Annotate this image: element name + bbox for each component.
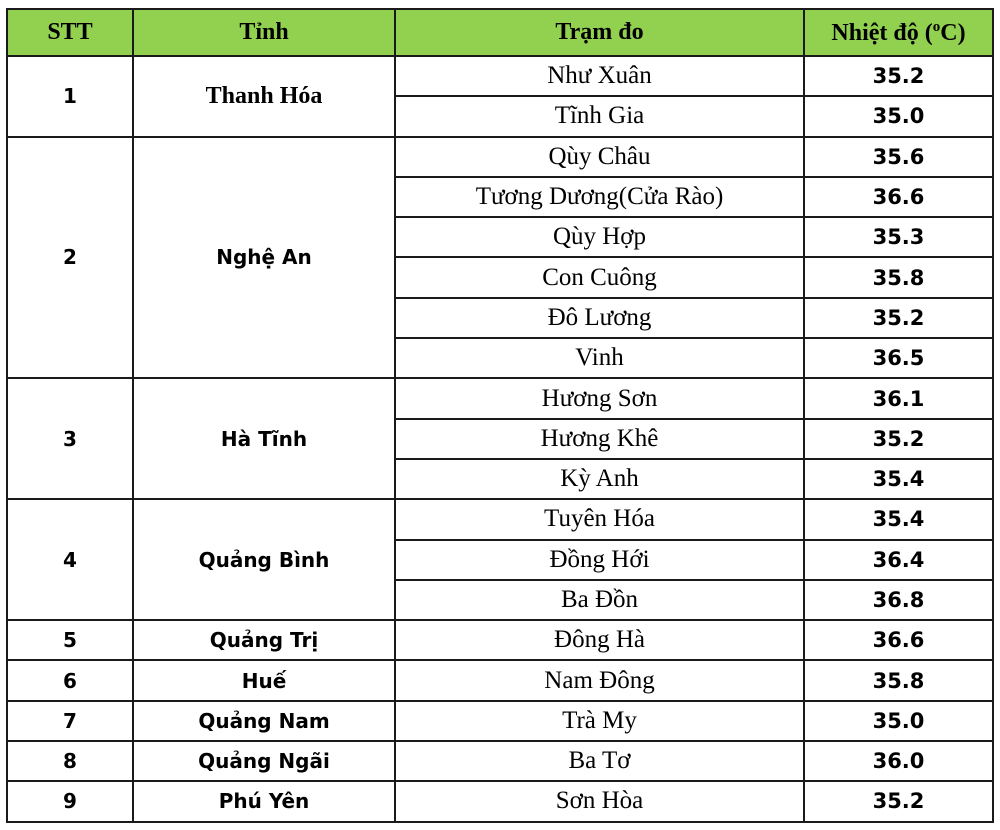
station-cell: Ba Đồn [395,580,804,620]
header-nhiet-do-label: Nhiệt độ ( [831,19,933,46]
table-row [7,660,993,700]
province-cell: Thanh Hóa [133,56,395,137]
temperature-cell: 35.4 [804,499,993,539]
station-cell: Tĩnh Gia [395,96,804,136]
temperature-cell: 35.4 [804,459,993,499]
province-cell: Quảng Ngãi [133,741,395,781]
header-stt: STT [7,9,133,56]
stt-cell: 8 [7,741,133,781]
station-cell: Con Cuông [395,257,804,297]
stt-cell: 5 [7,620,133,660]
station-cell: Qùy Châu [395,137,804,177]
stt-cell: 1 [7,56,133,137]
temperature-cell: 35.8 [804,257,993,297]
temperature-cell: 35.3 [804,217,993,257]
province-cell: Quảng Nam [133,701,395,741]
temperature-cell: 35.8 [804,660,993,700]
station-cell: Đồng Hới [395,540,804,580]
header-tram-do: Trạm đo [395,9,804,56]
province-cell: Nghệ An [133,137,395,379]
temperature-cell: 36.0 [804,741,993,781]
stt-cell: 6 [7,660,133,700]
temperature-cell: 35.2 [804,781,993,821]
temperature-cell: 35.6 [804,137,993,177]
table-row [7,620,993,660]
table-header [7,9,993,56]
temperature-cell: 35.0 [804,701,993,741]
temperature-cell: 36.6 [804,620,993,660]
temperature-cell: 36.8 [804,580,993,620]
station-cell: Qùy Hợp [395,217,804,257]
temperature-cell: 35.2 [804,419,993,459]
header-nhiet-do-unit: C) [940,19,966,46]
station-cell: Tuyên Hóa [395,499,804,539]
table-row [7,741,993,781]
table-row [7,378,993,418]
table-body [7,56,993,822]
province-cell: Hà Tĩnh [133,378,395,499]
station-cell: Vinh [395,338,804,378]
station-cell: Hương Khê [395,419,804,459]
table-row [7,137,993,177]
temperature-cell: 35.2 [804,56,993,96]
province-cell: Phú Yên [133,781,395,821]
temperature-cell: 35.2 [804,298,993,338]
station-cell: Sơn Hòa [395,781,804,821]
degree-symbol: o [932,18,941,35]
table-row [7,56,993,96]
table-row [7,499,993,539]
station-cell: Đông Hà [395,620,804,660]
province-cell: Quảng Trị [133,620,395,660]
header-nhiet-do [804,9,993,56]
temperature-cell: 36.4 [804,540,993,580]
province-cell: Huế [133,660,395,700]
table-row [7,781,993,821]
station-cell: Đô Lương [395,298,804,338]
table-row [7,701,993,741]
station-cell: Hương Sơn [395,378,804,418]
temperature-cell: 35.0 [804,96,993,136]
temperature-cell: 36.5 [804,338,993,378]
header-row [7,9,993,56]
stt-cell: 3 [7,378,133,499]
station-cell: Trà My [395,701,804,741]
stt-cell: 9 [7,781,133,821]
temperature-cell: 36.6 [804,177,993,217]
stt-cell: 2 [7,137,133,379]
station-cell: Tương Dương(Cửa Rào) [395,177,804,217]
header-tinh: Tỉnh [133,9,395,56]
province-cell: Quảng Bình [133,499,395,620]
station-cell: Kỳ Anh [395,459,804,499]
temperature-cell: 36.1 [804,378,993,418]
stt-cell: 4 [7,499,133,620]
station-cell: Ba Tơ [395,741,804,781]
station-cell: Nam Đông [395,660,804,700]
station-cell: Như Xuân [395,56,804,96]
temperature-table [6,8,994,823]
stt-cell: 7 [7,701,133,741]
